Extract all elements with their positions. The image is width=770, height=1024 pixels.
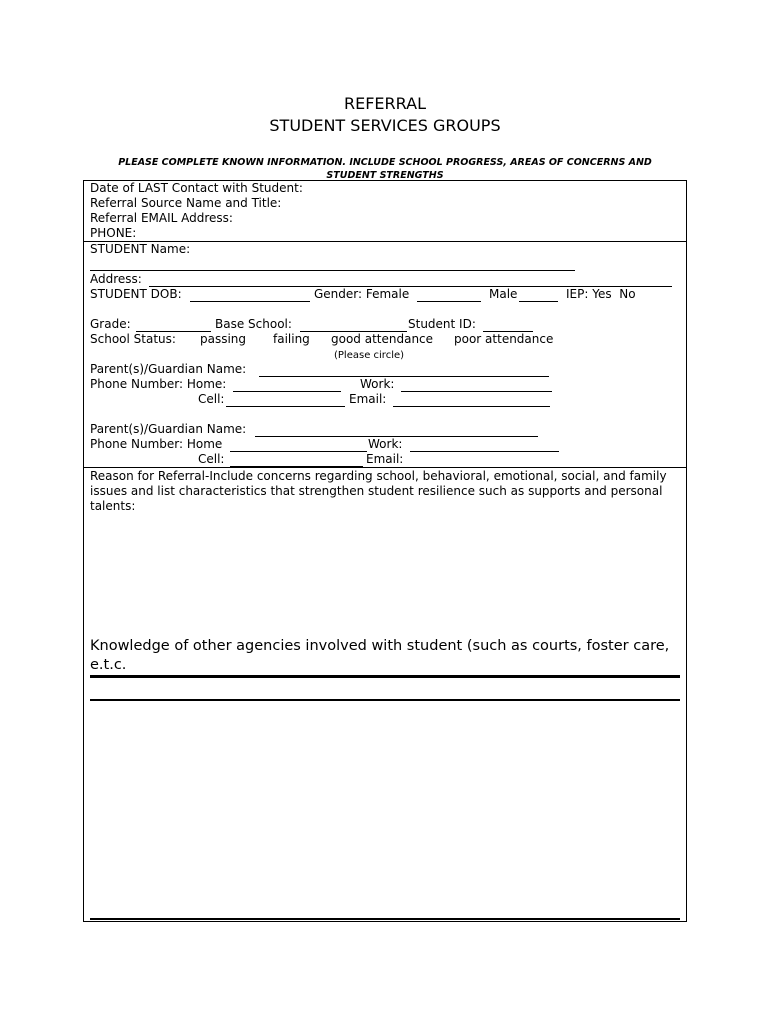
student-id-label: Student ID: [408, 317, 476, 331]
guardian2-name-label: Parent(s)/Guardian Name: [90, 422, 247, 436]
status-good-attendance[interactable]: good attendance [331, 332, 434, 346]
address-label: Address: [90, 272, 142, 286]
agencies-thick-rule [90, 675, 680, 678]
status-poor-attendance[interactable]: poor attendance [454, 332, 554, 346]
guardian1-home-line[interactable] [233, 391, 341, 392]
agencies-answer-area[interactable] [90, 705, 680, 915]
gender-female-label: Gender: Female [314, 287, 410, 301]
gender-male-label: Male [489, 287, 518, 301]
form-title: REFERRAL [344, 94, 426, 113]
guardian2-home-label: Phone Number: Home [90, 437, 223, 451]
last-contact-label: Date of LAST Contact with Student: [90, 181, 303, 195]
referral-source-label: Referral Source Name and Title: [90, 196, 282, 210]
reason-answer-area[interactable] [90, 520, 680, 630]
please-circle-note: (Please circle) [334, 350, 405, 361]
student-name-label: STUDENT Name: [90, 242, 191, 256]
school-status-label: School Status: [90, 332, 176, 346]
guardian1-email-label: Email: [349, 392, 387, 406]
referral-email-label: Referral EMAIL Address: [90, 211, 233, 225]
student-name-line[interactable] [90, 270, 575, 271]
guardian1-name-line[interactable] [259, 376, 549, 377]
female-line[interactable] [417, 301, 481, 302]
status-passing[interactable]: passing [200, 332, 247, 346]
guardian1-cell-line[interactable] [226, 406, 345, 407]
instructions-line-1: PLEASE COMPLETE KNOWN INFORMATION. INCLUDE SCHOOL PROGRESS, AREAS OF CONCERNS AND [118, 157, 652, 168]
status-failing[interactable]: failing [273, 332, 310, 346]
form-subtitle: STUDENT SERVICES GROUPS [269, 116, 501, 135]
guardian1-home-label: Phone Number: Home: [90, 377, 227, 391]
dob-label: STUDENT DOB: [90, 287, 182, 301]
guardian1-work-label: Work: [360, 377, 395, 391]
agencies-rule [90, 699, 680, 701]
dob-line[interactable] [190, 301, 310, 302]
guardian1-cell-label: Cell: [198, 392, 225, 406]
reason-for-referral-prompt: Reason for Referral-Include concerns regarding school, behavioral, emotional, social, and family issues and list characteristics that strengthen student resilience such as supports and personal talents: [90, 469, 667, 513]
guardian2-email-label: Email: [366, 452, 404, 466]
instructions [92, 156, 678, 182]
guardian2-cell-line[interactable] [230, 466, 363, 467]
base-school-label: Base School: [215, 317, 292, 331]
guardian1-name-label: Parent(s)/Guardian Name: [90, 362, 247, 376]
instructions-line-2: STUDENT STRENGTHS [326, 170, 444, 181]
guardian2-work-label: Work: [368, 437, 403, 451]
male-line[interactable] [519, 301, 558, 302]
guardian1-work-line[interactable] [401, 391, 552, 392]
section-divider-2 [83, 467, 687, 468]
guardian2-work-line[interactable] [410, 451, 559, 452]
guardian2-home-line[interactable] [230, 451, 367, 452]
bottom-rule [90, 918, 680, 920]
guardian1-email-line[interactable] [393, 406, 550, 407]
grade-label: Grade: [90, 317, 131, 331]
phone-label: PHONE: [90, 226, 137, 240]
iep-label: IEP: Yes No [566, 287, 636, 301]
other-agencies-prompt: Knowledge of other agencies involved with student (such as courts, foster care, e.t.c. [90, 638, 670, 673]
guardian2-cell-label: Cell: [198, 452, 225, 466]
